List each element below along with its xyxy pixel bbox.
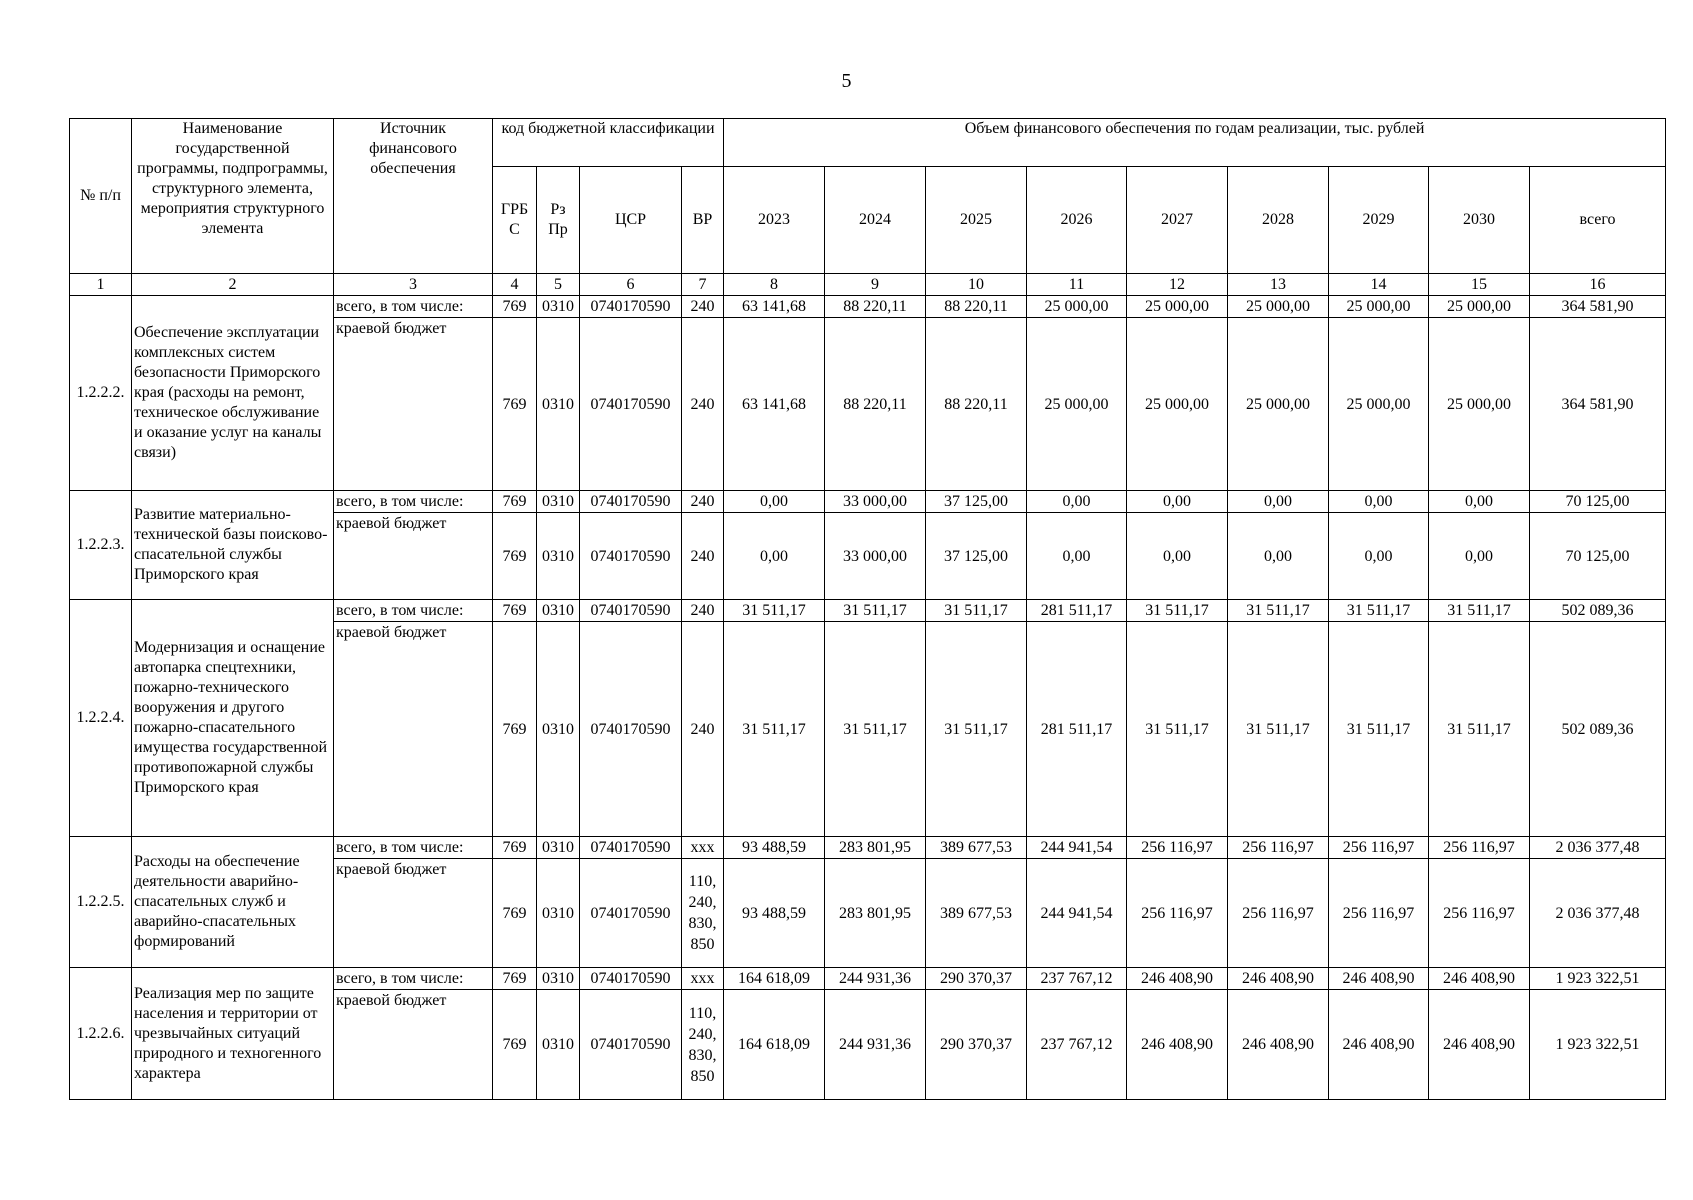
column-number: 1 <box>70 274 132 296</box>
vr-code: 240 <box>682 600 724 622</box>
funding-source: краевой бюджет <box>334 513 493 600</box>
amount-year: 244 931,36 <box>825 990 926 1100</box>
row-name: Реализация мер по защите населения и территории от чрезвычайных ситуаций природного и техногенного характера <box>132 968 334 1100</box>
header-budget-code: код бюджетной классификации <box>493 119 724 167</box>
amount-year: 31 511,17 <box>1429 600 1530 622</box>
funding-source: всего, в том числе: <box>334 600 493 622</box>
amount-year: 25 000,00 <box>1429 296 1530 318</box>
funding-source: всего, в том числе: <box>334 837 493 859</box>
budget-table <box>69 118 1666 1100</box>
vr-code: 240 <box>682 622 724 837</box>
column-number: 3 <box>334 274 493 296</box>
rzpr-code: 0310 <box>537 968 580 990</box>
amount-year: 389 677,53 <box>926 837 1027 859</box>
grbs-code: 769 <box>493 859 537 968</box>
amount-year: 0,00 <box>1127 513 1228 600</box>
funding-source: краевой бюджет <box>334 318 493 491</box>
amount-year: 246 408,90 <box>1329 990 1429 1100</box>
column-number: 16 <box>1530 274 1666 296</box>
rzpr-code: 0310 <box>537 318 580 491</box>
amount-year: 0,00 <box>1228 513 1329 600</box>
csr-code: 0740170590 <box>580 296 682 318</box>
table-row-total <box>70 600 1666 622</box>
csr-code: 0740170590 <box>580 968 682 990</box>
page-number: 5 <box>841 70 852 92</box>
column-number: 13 <box>1228 274 1329 296</box>
table-row-total <box>70 968 1666 990</box>
rzpr-code: 0310 <box>537 859 580 968</box>
amount-total: 502 089,36 <box>1530 600 1666 622</box>
amount-year: 389 677,53 <box>926 859 1027 968</box>
amount-year: 164 618,09 <box>724 990 825 1100</box>
funding-source: всего, в том числе: <box>334 968 493 990</box>
amount-year: 31 511,17 <box>724 600 825 622</box>
amount-year: 31 511,17 <box>724 622 825 837</box>
column-number: 8 <box>724 274 825 296</box>
amount-year: 290 370,37 <box>926 990 1027 1100</box>
header-year: 2027 <box>1127 167 1228 274</box>
vr-code: ххх <box>682 837 724 859</box>
amount-year: 88 220,11 <box>825 296 926 318</box>
amount-year: 246 408,90 <box>1228 990 1329 1100</box>
amount-year: 25 000,00 <box>1329 318 1429 491</box>
csr-code: 0740170590 <box>580 318 682 491</box>
csr-code: 0740170590 <box>580 859 682 968</box>
amount-total: 70 125,00 <box>1530 513 1666 600</box>
amount-year: 237 767,12 <box>1027 968 1127 990</box>
column-number-row <box>70 274 1666 296</box>
header-source: Источник финансового обеспечения <box>334 119 493 274</box>
header-name: Наименование государственной программы, подпрограммы, структурного элемента, мероприятия структурного элемента <box>132 119 334 274</box>
csr-code: 0740170590 <box>580 990 682 1100</box>
grbs-code: 769 <box>493 622 537 837</box>
amount-year: 31 511,17 <box>825 622 926 837</box>
column-number: 14 <box>1329 274 1429 296</box>
vr-code: 240 <box>682 318 724 491</box>
header-year: 2026 <box>1027 167 1127 274</box>
amount-year: 256 116,97 <box>1329 859 1429 968</box>
amount-year: 31 511,17 <box>926 600 1027 622</box>
rzpr-code: 0310 <box>537 296 580 318</box>
rzpr-code: 0310 <box>537 600 580 622</box>
vr-code: 240 <box>682 513 724 600</box>
row-index: 1.2.2.2. <box>70 296 132 491</box>
amount-year: 0,00 <box>1429 491 1530 513</box>
grbs-code: 769 <box>493 318 537 491</box>
amount-year: 63 141,68 <box>724 296 825 318</box>
row-index: 1.2.2.4. <box>70 600 132 837</box>
rzpr-code: 0310 <box>537 837 580 859</box>
funding-source: всего, в том числе: <box>334 296 493 318</box>
amount-year: 0,00 <box>1127 491 1228 513</box>
header-year: 2029 <box>1329 167 1429 274</box>
grbs-code: 769 <box>493 296 537 318</box>
header-year: 2025 <box>926 167 1027 274</box>
vr-code: 240 <box>682 296 724 318</box>
column-number: 15 <box>1429 274 1530 296</box>
amount-year: 88 220,11 <box>926 318 1027 491</box>
amount-year: 25 000,00 <box>1127 296 1228 318</box>
amount-year: 164 618,09 <box>724 968 825 990</box>
amount-total: 70 125,00 <box>1530 491 1666 513</box>
csr-code: 0740170590 <box>580 600 682 622</box>
amount-year: 31 511,17 <box>1228 600 1329 622</box>
amount-total: 364 581,90 <box>1530 296 1666 318</box>
csr-code: 0740170590 <box>580 622 682 837</box>
amount-total: 364 581,90 <box>1530 318 1666 491</box>
column-number: 9 <box>825 274 926 296</box>
amount-year: 37 125,00 <box>926 491 1027 513</box>
amount-total: 2 036 377,48 <box>1530 837 1666 859</box>
header-year: 2028 <box>1228 167 1329 274</box>
amount-year: 31 511,17 <box>1329 600 1429 622</box>
amount-year: 244 931,36 <box>825 968 926 990</box>
amount-year: 0,00 <box>1027 513 1127 600</box>
amount-year: 246 408,90 <box>1228 968 1329 990</box>
csr-code: 0740170590 <box>580 837 682 859</box>
funding-source: всего, в том числе: <box>334 491 493 513</box>
amount-year: 25 000,00 <box>1429 318 1530 491</box>
amount-year: 31 511,17 <box>926 622 1027 837</box>
amount-year: 237 767,12 <box>1027 990 1127 1100</box>
grbs-code: 769 <box>493 837 537 859</box>
vr-code: 110, 240, 830, 850 <box>682 859 724 968</box>
amount-year: 25 000,00 <box>1027 318 1127 491</box>
amount-year: 25 000,00 <box>1027 296 1127 318</box>
grbs-code: 769 <box>493 513 537 600</box>
amount-year: 256 116,97 <box>1127 859 1228 968</box>
amount-year: 256 116,97 <box>1329 837 1429 859</box>
funding-source: краевой бюджет <box>334 990 493 1100</box>
amount-year: 246 408,90 <box>1329 968 1429 990</box>
amount-year: 0,00 <box>724 513 825 600</box>
header-no: № п/п <box>70 119 132 274</box>
amount-year: 283 801,95 <box>825 837 926 859</box>
header-year: 2030 <box>1429 167 1530 274</box>
amount-year: 256 116,97 <box>1429 859 1530 968</box>
row-name: Модернизация и оснащение автопарка спецтехники, пожарно-технического вооружения и другого пожарно-спасательного имущества государственной противопожарной службы Приморского края <box>132 600 334 837</box>
amount-year: 33 000,00 <box>825 513 926 600</box>
vr-code: 240 <box>682 491 724 513</box>
funding-source: краевой бюджет <box>334 859 493 968</box>
header-volume: Объем финансового обеспечения по годам реализации, тыс. рублей <box>724 119 1666 167</box>
column-number: 10 <box>926 274 1027 296</box>
amount-year: 93 488,59 <box>724 859 825 968</box>
amount-year: 290 370,37 <box>926 968 1027 990</box>
amount-year: 256 116,97 <box>1429 837 1530 859</box>
amount-year: 0,00 <box>1027 491 1127 513</box>
header-year: 2024 <box>825 167 926 274</box>
row-name: Расходы на обеспечение деятельности аварийно-спасательных служб и аварийно-спасательных формирований <box>132 837 334 968</box>
amount-year: 31 511,17 <box>1429 622 1530 837</box>
row-index: 1.2.2.6. <box>70 968 132 1100</box>
table-row-total <box>70 837 1666 859</box>
row-name: Обеспечение эксплуатации комплексных систем безопасности Приморского края (расходы на ремонт, техническое обслуживание и оказание услуг на каналы связи) <box>132 296 334 491</box>
amount-year: 256 116,97 <box>1127 837 1228 859</box>
vr-code: 110, 240, 830, 850 <box>682 990 724 1100</box>
column-number: 12 <box>1127 274 1228 296</box>
grbs-code: 769 <box>493 600 537 622</box>
amount-year: 246 408,90 <box>1429 968 1530 990</box>
amount-year: 246 408,90 <box>1127 968 1228 990</box>
amount-year: 0,00 <box>724 491 825 513</box>
amount-year: 31 511,17 <box>1329 622 1429 837</box>
row-name: Развитие материально-технической базы поисково-спасательной службы Приморского края <box>132 491 334 600</box>
column-number: 5 <box>537 274 580 296</box>
grbs-code: 769 <box>493 968 537 990</box>
amount-year: 281 511,17 <box>1027 600 1127 622</box>
header-total: всего <box>1530 167 1666 274</box>
amount-year: 25 000,00 <box>1228 318 1329 491</box>
amount-total: 502 089,36 <box>1530 622 1666 837</box>
amount-year: 93 488,59 <box>724 837 825 859</box>
csr-code: 0740170590 <box>580 513 682 600</box>
header-rzpr: Рз Пр <box>537 167 580 274</box>
amount-year: 0,00 <box>1228 491 1329 513</box>
table-row-total <box>70 491 1666 513</box>
amount-year: 0,00 <box>1429 513 1530 600</box>
amount-year: 246 408,90 <box>1127 990 1228 1100</box>
amount-year: 31 511,17 <box>1127 622 1228 837</box>
column-number: 7 <box>682 274 724 296</box>
amount-year: 281 511,17 <box>1027 622 1127 837</box>
grbs-code: 769 <box>493 491 537 513</box>
amount-year: 33 000,00 <box>825 491 926 513</box>
column-number: 2 <box>132 274 334 296</box>
amount-year: 256 116,97 <box>1228 859 1329 968</box>
header-vr: ВР <box>682 167 724 274</box>
header-year: 2023 <box>724 167 825 274</box>
amount-year: 88 220,11 <box>926 296 1027 318</box>
amount-year: 25 000,00 <box>1228 296 1329 318</box>
header-csr: ЦСР <box>580 167 682 274</box>
amount-total: 1 923 322,51 <box>1530 990 1666 1100</box>
amount-total: 1 923 322,51 <box>1530 968 1666 990</box>
csr-code: 0740170590 <box>580 491 682 513</box>
amount-year: 244 941,54 <box>1027 859 1127 968</box>
rzpr-code: 0310 <box>537 513 580 600</box>
vr-code: ххх <box>682 968 724 990</box>
table-row-total <box>70 296 1666 318</box>
amount-year: 0,00 <box>1329 491 1429 513</box>
rzpr-code: 0310 <box>537 990 580 1100</box>
column-number: 4 <box>493 274 537 296</box>
column-number: 6 <box>580 274 682 296</box>
rzpr-code: 0310 <box>537 622 580 837</box>
amount-year: 31 511,17 <box>1228 622 1329 837</box>
amount-year: 283 801,95 <box>825 859 926 968</box>
rzpr-code: 0310 <box>537 491 580 513</box>
amount-year: 244 941,54 <box>1027 837 1127 859</box>
row-index: 1.2.2.5. <box>70 837 132 968</box>
amount-year: 31 511,17 <box>825 600 926 622</box>
amount-year: 256 116,97 <box>1228 837 1329 859</box>
grbs-code: 769 <box>493 990 537 1100</box>
amount-total: 2 036 377,48 <box>1530 859 1666 968</box>
amount-year: 37 125,00 <box>926 513 1027 600</box>
header-grbs: ГРБ С <box>493 167 537 274</box>
amount-year: 31 511,17 <box>1127 600 1228 622</box>
amount-year: 0,00 <box>1329 513 1429 600</box>
amount-year: 25 000,00 <box>1127 318 1228 491</box>
funding-source: краевой бюджет <box>334 622 493 837</box>
amount-year: 25 000,00 <box>1329 296 1429 318</box>
amount-year: 246 408,90 <box>1429 990 1530 1100</box>
amount-year: 88 220,11 <box>825 318 926 491</box>
row-index: 1.2.2.3. <box>70 491 132 600</box>
amount-year: 63 141,68 <box>724 318 825 491</box>
column-number: 11 <box>1027 274 1127 296</box>
